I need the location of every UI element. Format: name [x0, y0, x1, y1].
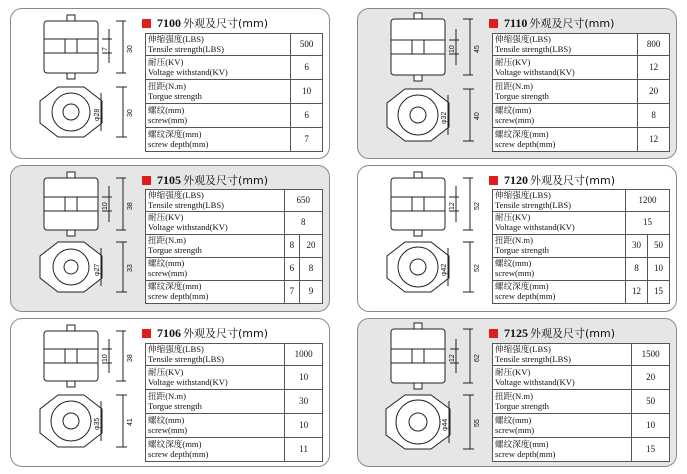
tensile-value: 650 [284, 190, 322, 212]
dim-h2: 38 [127, 202, 134, 210]
depth-value-a: 7 [284, 281, 300, 304]
torque-value: 30 [285, 390, 323, 414]
tensile-label: 伸缩强度(LBS) Tensile strength(LBS) [146, 344, 285, 366]
voltage-value: 6 [291, 56, 323, 80]
dim-h1: 10 [102, 354, 109, 362]
torque-value: 20 [638, 80, 670, 104]
tensile-label: 伸缩强度(LBS) Tensile strength(LBS) [493, 344, 632, 366]
red-square-icon [142, 176, 151, 185]
torque-label: 扭距(N.m) Torgue strength [493, 80, 638, 104]
card-title [489, 325, 615, 341]
dim-h1: 10 [449, 45, 456, 53]
screw-value-a: 8 [626, 258, 648, 281]
dim-h2: 52 [474, 202, 481, 210]
torque-label: 扭距(N.m) Torgue strength [146, 80, 291, 104]
depth-label: 螺纹深度(mm) screw depth(mm) [493, 438, 632, 462]
spec-table [145, 343, 323, 462]
product-card-7100 [10, 8, 330, 159]
product-card-7105 [10, 165, 330, 312]
voltage-value: 15 [626, 212, 670, 235]
dim-h2: 38 [127, 354, 134, 362]
title-suffix: 外观及尺寸(mm) [530, 327, 616, 340]
dim-h1: 12 [449, 354, 456, 362]
spec-table [492, 189, 670, 304]
model-number: 7105 [157, 172, 181, 187]
insulator-drawing [358, 319, 490, 467]
model-number: 7110 [504, 15, 528, 30]
dim-d2: 30 [127, 109, 134, 117]
dim-h1: 10 [102, 202, 109, 210]
red-square-icon [489, 19, 498, 28]
red-square-icon [489, 176, 498, 185]
product-card-7106 [10, 318, 330, 467]
depth-label: 螺纹深度(mm) screw depth(mm) [146, 281, 285, 304]
torque-value-b: 50 [648, 235, 670, 258]
card-title [142, 172, 268, 188]
insulator-drawing [11, 319, 143, 467]
screw-label: 螺纹(mm) screw(mm) [493, 414, 632, 438]
torque-label: 扭距(N.m) Torgue strength [493, 235, 626, 258]
tensile-value: 1500 [632, 344, 670, 366]
tensile-label: 伸缩强度(LBS) Tensile strength(LBS) [493, 34, 638, 56]
spec-table [492, 33, 670, 152]
torque-value-b: 20 [300, 235, 323, 258]
torque-value-a: 30 [626, 235, 648, 258]
title-suffix: 外观及尺寸(mm) [183, 327, 269, 340]
spec-table [145, 33, 323, 152]
depth-label: 螺纹深度(mm) screw depth(mm) [146, 438, 285, 462]
voltage-label: 耐压(KV) Voltage withstand(KV) [493, 56, 638, 80]
product-card-7125 [357, 318, 677, 467]
product-card-7110 [357, 8, 677, 159]
screw-label: 螺纹(mm) screw(mm) [493, 104, 638, 128]
insulator-drawing [11, 166, 143, 312]
depth-value: 15 [632, 438, 670, 462]
product-card-7120 [357, 165, 677, 312]
insulator-drawing [11, 9, 143, 159]
card-title [489, 172, 615, 188]
dim-h1: 12 [449, 202, 456, 210]
dim-h1: 7 [102, 47, 109, 51]
depth-label: 螺纹深度(mm) screw depth(mm) [493, 281, 626, 304]
torque-value-a: 8 [284, 235, 300, 258]
screw-value-b: 8 [300, 258, 323, 281]
red-square-icon [142, 329, 151, 338]
torque-label: 扭距(N.m) Torgue strength [146, 390, 285, 414]
tensile-value: 1000 [285, 344, 323, 366]
tensile-value: 500 [291, 34, 323, 56]
spec-table [492, 343, 670, 462]
screw-value-b: 10 [648, 258, 670, 281]
torque-label: 扭距(N.m) Torgue strength [146, 235, 285, 258]
screw-label: 螺纹(mm) screw(mm) [146, 258, 285, 281]
spec-table [145, 189, 323, 304]
depth-value-a: 12 [626, 281, 648, 304]
model-number: 7120 [504, 172, 528, 187]
depth-value: 12 [638, 128, 670, 152]
tensile-value: 800 [638, 34, 670, 56]
dim-d1: φ42 [441, 263, 448, 276]
dim-d1: φ32 [441, 111, 448, 124]
dim-d1: φ44 [442, 418, 449, 431]
dim-d2: 33 [127, 264, 134, 272]
tensile-label: 伸缩强度(LBS) Tensile strength(LBS) [493, 190, 626, 212]
tensile-value: 1200 [626, 190, 670, 212]
dim-d2: 40 [474, 112, 481, 120]
depth-label: 螺纹深度(mm) screw depth(mm) [146, 128, 291, 152]
insulator-drawing [358, 166, 490, 312]
voltage-value: 10 [285, 366, 323, 390]
dim-d2: 52 [474, 264, 481, 272]
screw-label: 螺纹(mm) screw(mm) [146, 104, 291, 128]
depth-value: 11 [285, 438, 323, 462]
dim-d1: φ28 [94, 108, 101, 121]
model-number: 7125 [504, 325, 528, 340]
dim-d2: 41 [127, 418, 134, 426]
dim-h2: 30 [127, 45, 134, 53]
dim-d2: 55 [474, 419, 481, 427]
depth-value: 7 [291, 128, 323, 152]
screw-value: 6 [291, 104, 323, 128]
voltage-label: 耐压(KV) Voltage withstand(KV) [146, 366, 285, 390]
title-suffix: 外观及尺寸(mm) [530, 174, 616, 187]
card-title [489, 15, 614, 31]
red-square-icon [142, 19, 151, 28]
insulator-drawing [358, 9, 490, 159]
tensile-label: 伸缩强度(LBS) Tensile strength(LBS) [146, 190, 285, 212]
screw-value-a: 6 [284, 258, 300, 281]
title-suffix: 外观及尺寸(mm) [183, 174, 269, 187]
screw-label: 螺纹(mm) screw(mm) [146, 414, 285, 438]
screw-value: 10 [285, 414, 323, 438]
voltage-value: 8 [284, 212, 322, 235]
dim-d1: φ27 [94, 263, 101, 276]
card-title [142, 15, 268, 31]
model-number: 7106 [157, 325, 181, 340]
voltage-value: 20 [632, 366, 670, 390]
voltage-label: 耐压(KV) Voltage withstand(KV) [146, 56, 291, 80]
voltage-label: 耐压(KV) Voltage withstand(KV) [493, 366, 632, 390]
screw-value: 8 [638, 104, 670, 128]
dim-d1: φ35 [94, 417, 101, 430]
title-suffix: 外观及尺寸(mm) [529, 17, 615, 30]
red-square-icon [489, 329, 498, 338]
card-title [142, 325, 268, 341]
tensile-label: 伸缩强度(LBS) Tensile strength(LBS) [146, 34, 291, 56]
depth-value-b: 9 [300, 281, 323, 304]
torque-value: 10 [291, 80, 323, 104]
title-suffix: 外观及尺寸(mm) [183, 17, 269, 30]
model-number: 7100 [157, 15, 181, 30]
voltage-label: 耐压(KV) Voltage withstand(KV) [493, 212, 626, 235]
voltage-value: 12 [638, 56, 670, 80]
dim-h2: 45 [474, 45, 481, 53]
depth-value-b: 15 [648, 281, 670, 304]
screw-label: 螺纹(mm) screw(mm) [493, 258, 626, 281]
voltage-label: 耐压(KV) Voltage withstand(KV) [146, 212, 285, 235]
torque-label: 扭距(N.m) Torgue strength [493, 390, 632, 414]
depth-label: 螺纹深度(mm) screw depth(mm) [493, 128, 638, 152]
dim-h2: 62 [474, 354, 481, 362]
torque-value: 50 [632, 390, 670, 414]
screw-value: 10 [632, 414, 670, 438]
